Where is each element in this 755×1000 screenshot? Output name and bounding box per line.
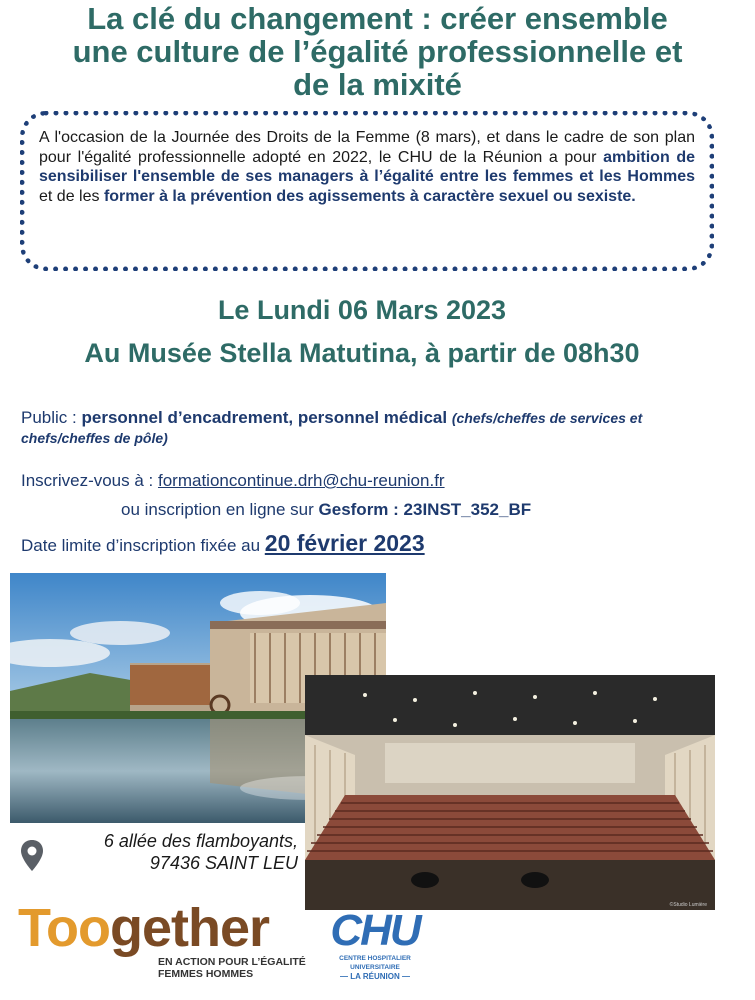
chu-subtitle-2: — LA RÉUNION — [340,972,410,981]
signup-email-line [21,471,445,491]
event-date: Le Lundi 06 Mars 2023 [217,295,507,325]
deadline-value: 20 février 2023 [264,530,425,556]
signup-online-label: ou inscription en ligne sur [121,500,319,519]
location-pin-icon [18,838,46,879]
chu-wordmark: CHU [330,906,420,955]
event-place: Au Musée Stella Matutina, à partir de 08h30 [84,338,640,368]
together-logo [18,900,306,980]
together-subtitle-1: EN ACTION POUR L’ÉGALITÉ [158,956,306,968]
page-title [0,2,755,101]
intro-text [39,128,695,206]
intro-bold-2: former à la prévention des agissements à caractère sexuel ou sexiste. [103,187,636,205]
public-info [21,408,721,448]
title-line-1: La clé du changement : créer ensemble [87,1,668,36]
signup-online-line [121,500,531,520]
public-detail: (chefs/cheffes de services et chefs/cheffes de pôle) [21,410,643,446]
title-line-3: de la mixité [293,67,462,102]
address [58,830,298,874]
deadline-label: Date limite d’inscription fixée au [21,536,265,555]
address-line-2: 97436 SAINT LEU [149,853,298,873]
title-line-2: une culture de l’égalité professionnelle et [72,34,683,69]
chu-subtitle-2-text: LA RÉUNION [350,972,400,981]
chu-logo [315,908,435,981]
public-value: personnel d’encadrement, personnel médical [81,408,448,427]
signup-email-link[interactable]: formationcontinue.drh@chu-reunion.fr [158,471,445,490]
intro-bold-1: ambition de sensibiliser l'ensemble de ses managers à l’égalité entre les femmes et les Hommes [39,148,696,186]
deadline-line [21,530,425,557]
signup-label: Inscrivez-vous à : [21,471,158,490]
together-wordmark: Toogether [18,898,270,958]
together-subtitle-2: FEMMES HOMMES [158,968,254,980]
signup-online-value: Gesform : 23INST_352_BF [318,500,532,519]
intro-text-2: et de les [39,187,104,205]
intro-box [20,111,714,271]
chu-subtitle-1: CENTRE HOSPITALIER UNIVERSITAIRE [339,955,411,971]
auditorium-photo [305,675,715,910]
address-line-1: 6 allée des flamboyants, [103,831,298,851]
public-label: Public : [21,408,82,427]
photo-credit: ©Studio Lumière [669,902,707,908]
intro-text-1: A l'occasion de la Journée des Droits de la Femme (8 mars), et dans le cadre de son plan pour l'égalité professionnelle adopté en 2022, le CHU de la Réunion a pour [39,129,695,166]
